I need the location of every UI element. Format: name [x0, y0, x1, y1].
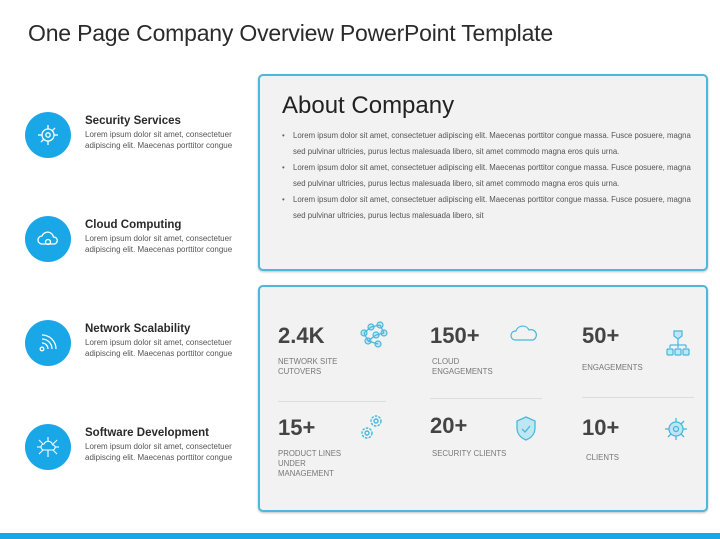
stat-value: 50+	[582, 323, 620, 348]
stat-value: 20+	[430, 413, 468, 438]
stat-divider	[582, 397, 694, 398]
stat-value: 150+	[430, 323, 480, 348]
service-network	[25, 320, 255, 390]
about-bullet: • Lorem ipsum dolor sit amet, consectetuer adipiscing elit. Maecenas porttitor congue massa. Fusce posuere, magna sed pulvinar ultricies, purus lectus malesuada libero, sit	[282, 192, 698, 224]
stat-divider	[430, 398, 542, 399]
bottom-accent-bar	[0, 533, 720, 539]
stat-cloud-engagements	[430, 323, 560, 423]
wifi-signal-icon	[25, 320, 71, 366]
stat-label: PRODUCT LINES UNDER MANAGEMENT	[278, 449, 342, 478]
stat-label: SECURITY CLIENTS	[432, 449, 507, 458]
stat-product-lines	[278, 415, 408, 515]
about-company-panel	[258, 74, 708, 271]
stat-value: 10+	[582, 415, 620, 440]
about-bullets	[282, 128, 698, 224]
stat-clients	[582, 415, 712, 515]
service-desc: Lorem ipsum dolor sit amet, consectetuer adipiscing elit. Maecenas porttitor congue	[85, 442, 233, 462]
about-bullet: • Lorem ipsum dolor sit amet, consectetuer adipiscing elit. Maecenas porttitor congue massa. Fusce posuere, magna sed pulvinar ultricies, purus lectus malesuada libero, sit amet commodo magna eros quis urna.	[282, 128, 698, 160]
about-heading: About Company	[282, 92, 455, 119]
stat-label: CLIENTS	[586, 453, 619, 462]
stat-value: 2.4K	[278, 323, 325, 348]
stat-label: NETWORK SITE CUTOVERS	[278, 357, 338, 376]
service-name: Network Scalability	[85, 323, 191, 335]
service-name: Software Development	[85, 427, 209, 439]
stat-divider	[278, 401, 386, 402]
service-name: Security Services	[85, 115, 181, 127]
stat-label: ENGAGEMENTS	[582, 363, 643, 372]
cloud-network-icon	[25, 424, 71, 470]
stat-value: 15+	[278, 415, 316, 440]
network-nodes-icon	[358, 319, 390, 351]
cloud-outline-icon	[508, 319, 540, 351]
service-software	[25, 424, 255, 494]
stat-label: CLOUD ENGAGEMENTS	[432, 357, 493, 376]
stats-panel	[258, 285, 708, 512]
service-desc: Lorem ipsum dolor sit amet, consectetuer adipiscing elit. Maecenas porttitor congue	[85, 234, 233, 254]
slide-title: One Page Company Overview PowerPoint Template	[28, 20, 553, 46]
stat-security-clients	[430, 413, 560, 513]
service-security	[25, 112, 255, 182]
team-hierarchy-icon	[662, 327, 694, 359]
service-desc: Lorem ipsum dolor sit amet, consectetuer adipiscing elit. Maecenas porttitor congue	[85, 130, 233, 150]
security-virus-icon	[25, 112, 71, 158]
service-cloud	[25, 216, 255, 286]
stat-engagements	[582, 323, 712, 423]
shield-check-icon	[510, 413, 542, 445]
cloud-icon	[25, 216, 71, 262]
service-desc: Lorem ipsum dolor sit amet, consectetuer adipiscing elit. Maecenas porttitor congue	[85, 338, 233, 358]
stat-network-cutovers	[278, 323, 408, 423]
about-bullet: • Lorem ipsum dolor sit amet, consectetuer adipiscing elit. Maecenas porttitor congue massa. Fusce posuere, magna sed pulvinar ultricies, purus lectus malesuada libero, sit amet commodo magna eros quis urna.	[282, 160, 698, 192]
virus-icon	[660, 413, 692, 445]
gears-icon	[356, 411, 388, 443]
service-name: Cloud Computing	[85, 219, 182, 231]
